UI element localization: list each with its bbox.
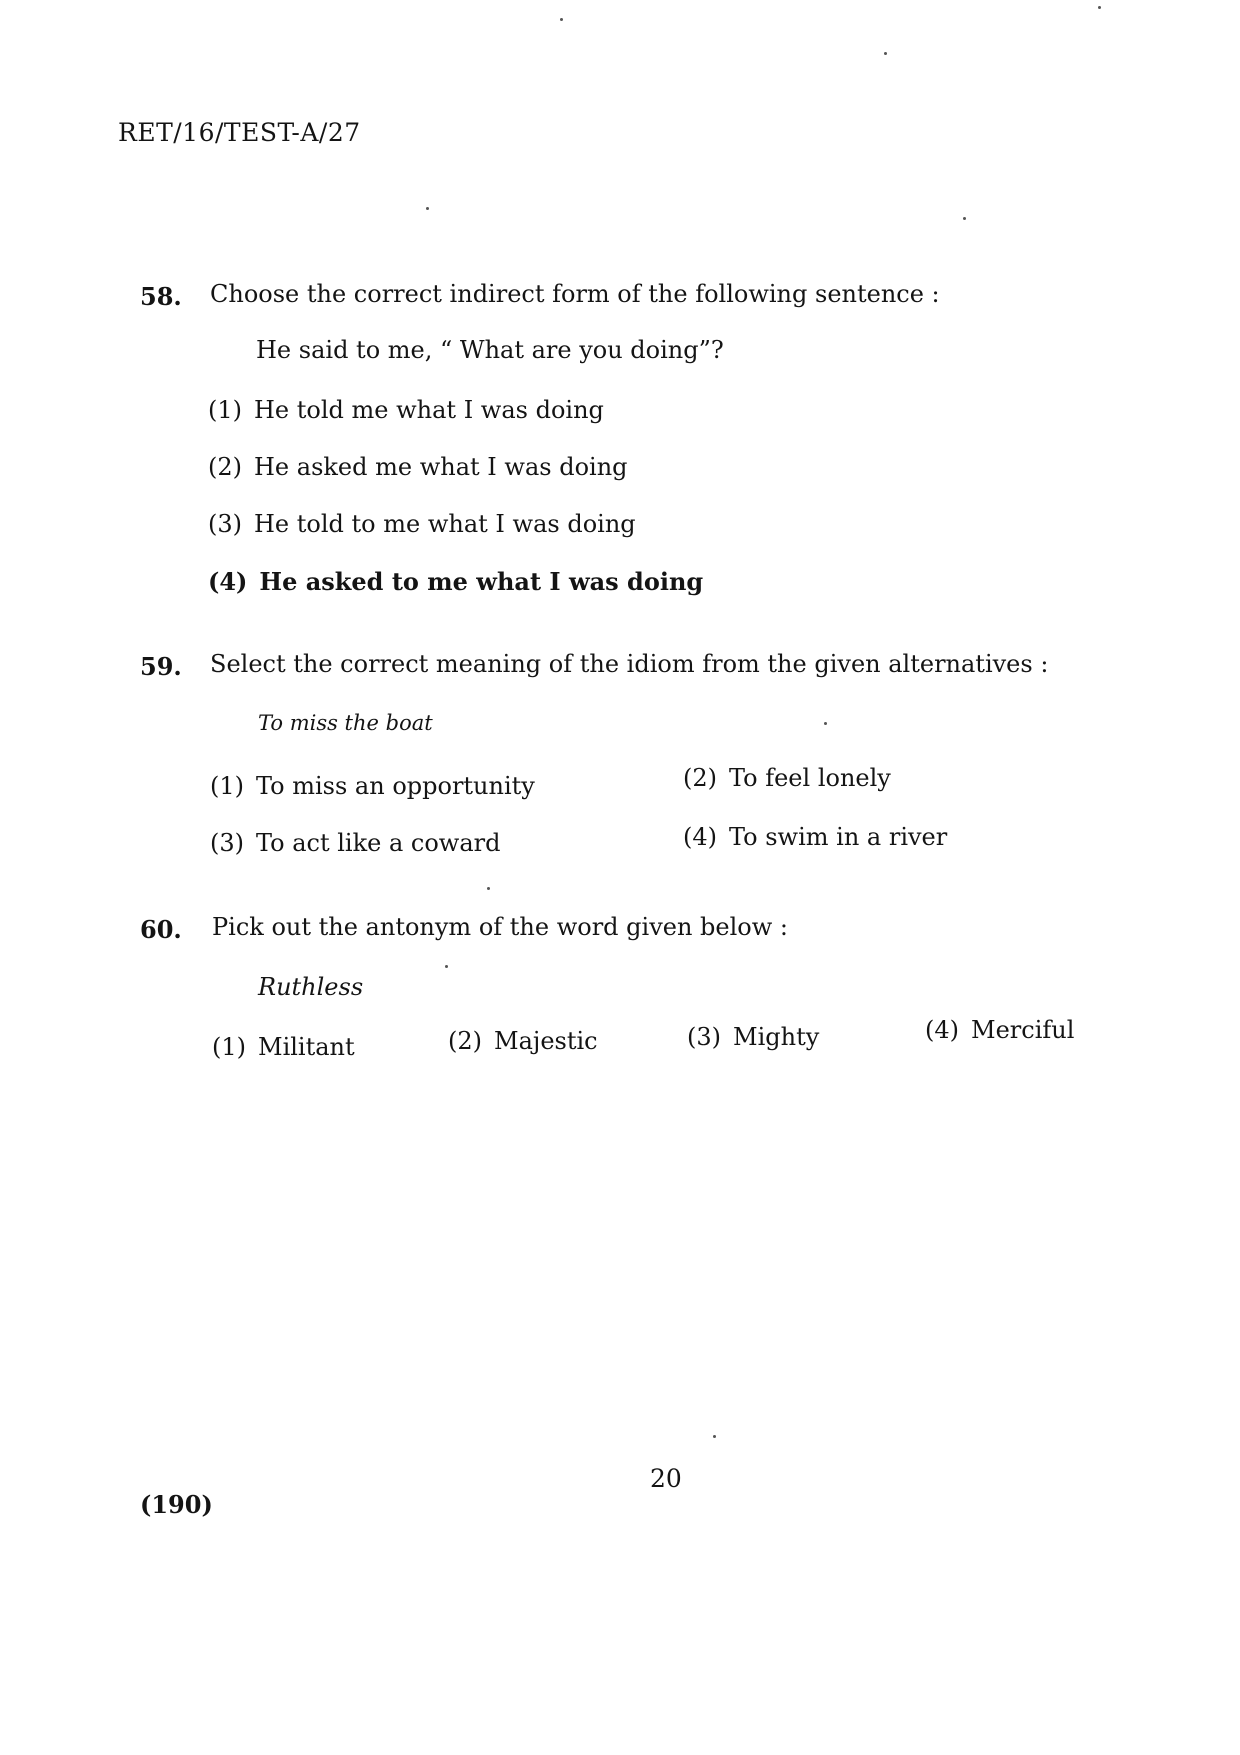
footer-code: (190)	[140, 1490, 213, 1519]
option-number: (1)	[212, 1033, 246, 1061]
scan-speck	[963, 217, 966, 220]
scan-speck	[426, 207, 429, 210]
question-60-option-1[interactable]	[212, 1033, 355, 1061]
option-number: (2)	[448, 1027, 482, 1055]
question-59-number: 59.	[140, 652, 182, 681]
option-number: (3)	[210, 829, 244, 857]
option-text: To miss an opportunity	[256, 772, 535, 800]
question-58-prompt: Choose the correct indirect form of the following sentence :	[210, 280, 940, 308]
option-number: (2)	[683, 764, 717, 792]
option-text: Merciful	[971, 1016, 1075, 1044]
option-text: He asked to me what I was doing	[259, 567, 704, 596]
scan-speck	[560, 18, 563, 21]
option-number: (4)	[925, 1016, 959, 1044]
option-number: (1)	[210, 772, 244, 800]
page-number: 20	[650, 1464, 682, 1493]
option-number: (2)	[208, 453, 242, 481]
option-text: He told me what I was doing	[254, 396, 604, 424]
question-60-prompt: Pick out the antonym of the word given below :	[212, 913, 788, 941]
question-58-option-3[interactable]	[208, 510, 636, 538]
option-number: (1)	[208, 396, 242, 424]
question-58-sentence: He said to me, “ What are you doing”?	[256, 336, 724, 364]
option-text: Militant	[258, 1033, 355, 1061]
scan-speck	[487, 887, 490, 890]
option-text: To swim in a river	[729, 823, 948, 851]
option-text: Majestic	[494, 1027, 598, 1055]
option-text: To feel lonely	[729, 764, 891, 792]
question-60-option-3[interactable]	[687, 1023, 819, 1051]
scan-speck	[824, 722, 827, 725]
option-number: (3)	[208, 510, 242, 538]
question-59-idiom: To miss the boat	[258, 711, 433, 735]
option-text: He asked me what I was doing	[254, 453, 628, 481]
option-text: He told to me what I was doing	[254, 510, 636, 538]
question-60-option-2[interactable]	[448, 1027, 598, 1055]
question-58-option-1[interactable]	[208, 396, 604, 424]
question-60-number: 60.	[140, 915, 182, 944]
question-59-option-4[interactable]	[683, 823, 947, 851]
option-number: (3)	[687, 1023, 721, 1051]
question-58-number: 58.	[140, 282, 182, 311]
scan-speck	[713, 1435, 716, 1438]
question-60-option-4[interactable]	[925, 1016, 1074, 1044]
question-59-option-2[interactable]	[683, 764, 891, 792]
scan-speck	[445, 965, 448, 968]
question-58-option-2[interactable]	[208, 453, 628, 481]
option-number: (4)	[208, 567, 248, 596]
option-text: Mighty	[733, 1023, 820, 1051]
question-59-option-3[interactable]	[210, 829, 501, 857]
question-60-word: Ruthless	[258, 973, 364, 1001]
option-text: To act like a coward	[256, 829, 501, 857]
question-59-prompt: Select the correct meaning of the idiom from the given alternatives :	[210, 650, 1049, 678]
scan-speck	[884, 52, 887, 55]
question-59-option-1[interactable]	[210, 772, 535, 800]
paper-code: RET/16/TEST-A/27	[118, 118, 361, 147]
question-58-option-4[interactable]	[208, 567, 703, 596]
option-number: (4)	[683, 823, 717, 851]
scan-speck	[1098, 6, 1101, 9]
